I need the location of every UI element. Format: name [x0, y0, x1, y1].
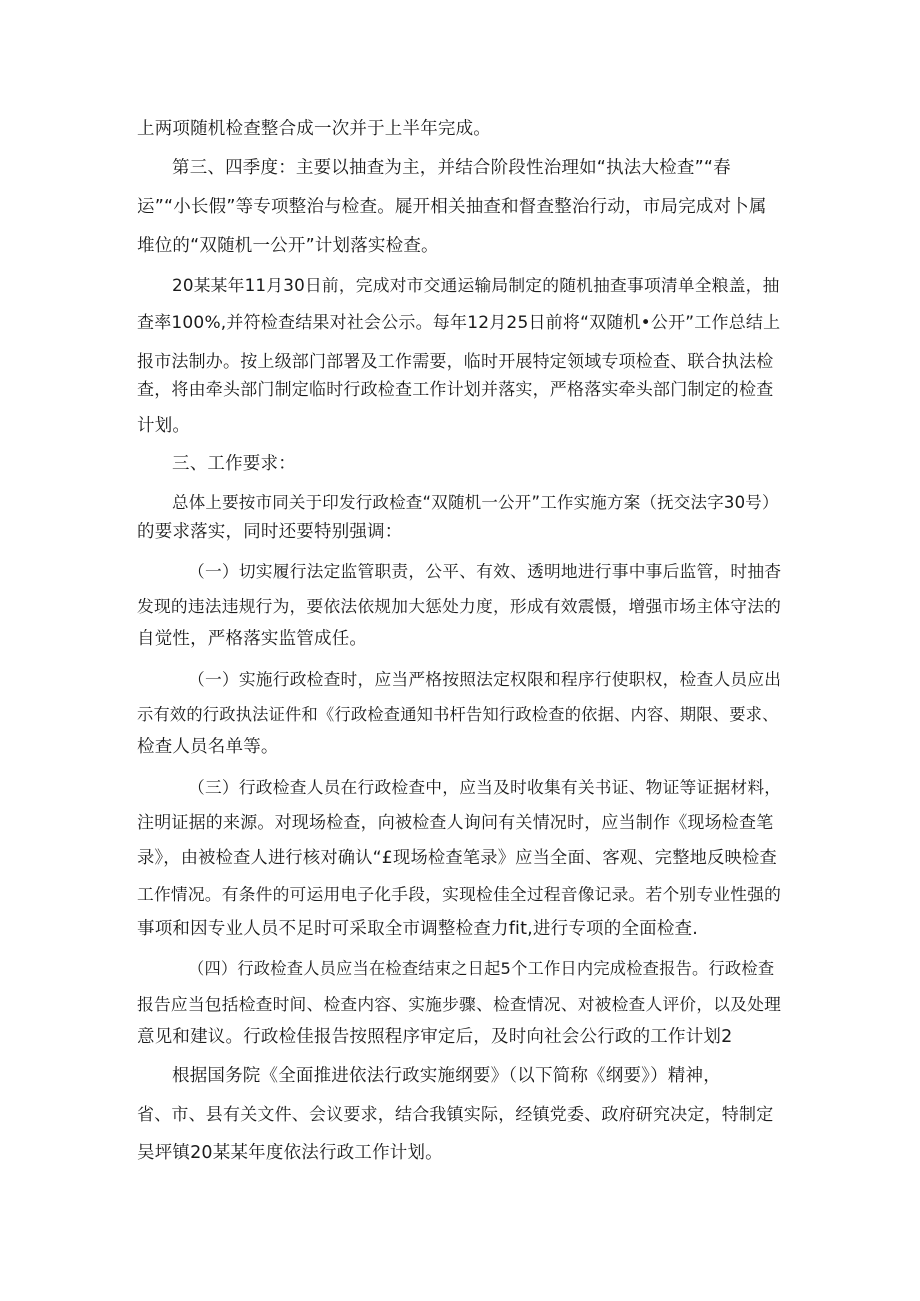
text-line: 堆位的“双随机一公开”计划落实检查。	[137, 236, 439, 256]
text-line: 报告应当包括检查时间、检查内容、实施步骤、检查情况、对被检查人评价，以及处理	[137, 994, 782, 1014]
text-line: 事项和因专业人员不足时可采取全市调整检查力fit,进行专项的全面检查.	[137, 919, 699, 939]
text-line: 注明证据的来源。对现场检查，向被检查人询问有关情况时，应当制作《现场检查笔	[137, 813, 774, 833]
text-line: 运”“小长假”等专项整治与检查。屣开相关抽查和督查整治行动，市局完成对卜属	[137, 197, 767, 217]
text-line: 自觉性，严格落实监管成任。	[137, 629, 368, 649]
text-line: 查，将由牵头部门制定临时行政检查工作计划并落实，严格落实牵头部门制定的检查	[137, 380, 774, 400]
text-line: 查率100%,并符检查结果对社会公示。每年12月25日前将“双随机•公开”工作总结上	[137, 313, 781, 333]
text-line: （四）行政检查人员应当在检查结束之日起5个工作日内完成检查报告。行政检查	[188, 959, 775, 978]
text-line: 根据国务院《全面推进依法行政实施纲要》（以下简称《纲要》）精神，	[172, 1066, 721, 1086]
text-line: 第三、四季度：主要以抽查为主，并结合阶段性治理如“执法大检查”“春	[172, 158, 731, 178]
text-line: 计划。	[137, 416, 191, 436]
text-line: 录》，由被检查人进行核对确认“£现场检查笔录》应当全面、客观、完整地反映检查	[137, 848, 777, 868]
text-line: 发现的违法违规行为，要依法依规加大惩处力度，形成有效震慑，增强市场主体守法的	[137, 596, 782, 616]
text-line: 总体上要按市同关于印发行政检查“双随机一公开”工作实施方案（抚交法字30号）	[172, 493, 779, 512]
section-heading: 三、工作要求：	[172, 454, 296, 474]
text-line: 上两项随机检查整合成一次并于上半年完成。	[137, 119, 491, 139]
text-line: 报市法制办。按上级部门部署及工作需要，临时开展特定领域专项检查、联合执法检	[137, 352, 774, 372]
text-line: 20某某年11月30日前，完成对市交通运输局制定的随机抽查事项清单全粮盖，抽	[172, 275, 780, 295]
text-line: 意见和建议。行政检佳报告按照程序审定后，及时向社会公行政的工作计划2	[137, 1027, 733, 1047]
text-line: 省、市、县有关文件、会议要求，结合我镇实际，经镇党委、政府研究决定，特制定	[137, 1105, 774, 1125]
text-line: 示有效的行政执法证件和《行政检查通知书杆告知行政检查的依据、内容、期限、要求、	[137, 705, 779, 724]
text-line: （一）实施行政检查时，应当严格按照法定权限和程序行使职权，检查人员应出	[188, 669, 782, 689]
text-line: （三）行政检查人员在行政检查中，应当及时收集有关书证、物证等证据材料，	[188, 777, 782, 797]
text-line: 检查人员名单等。	[137, 737, 279, 757]
text-line: 吴坪镇20某某年度依法行政工作计划。	[137, 1143, 443, 1163]
text-line: 工作情况。有条件的可运用电子化手段，实现检佳全过程音像记录。若个别专业性强的	[137, 884, 782, 904]
text-line: （一）切实履行法定监管职责，公平、有效、透明地进行事中事后监管，时抽杳	[188, 561, 782, 581]
text-line: 的要求落实，同时还要特别强调：	[137, 522, 403, 542]
